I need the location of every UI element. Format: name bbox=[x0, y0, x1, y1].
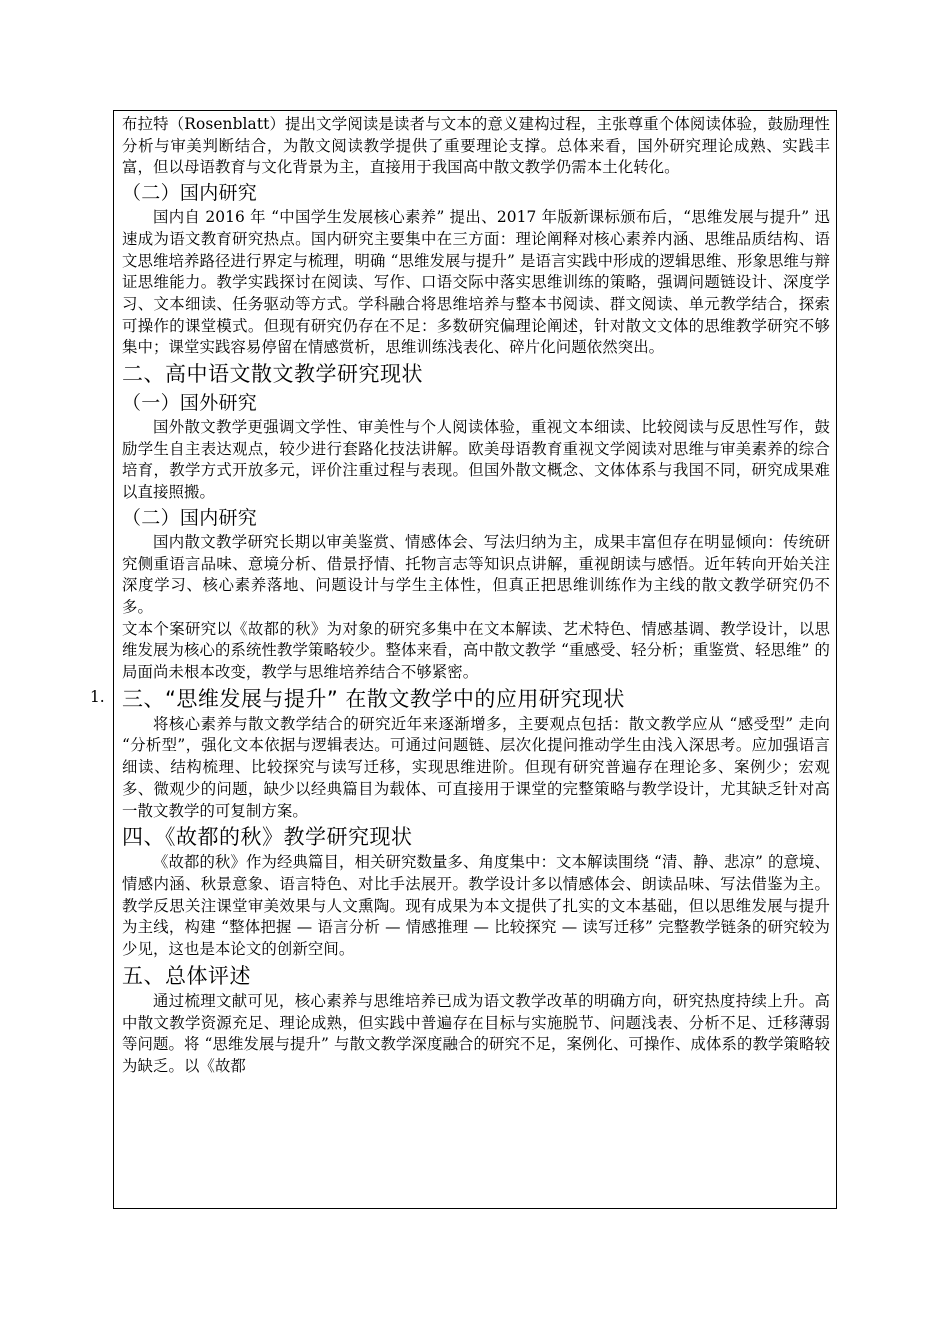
subsection-heading-2: （二）国内研究 bbox=[122, 182, 258, 205]
paragraph-9: 文本个案研究以《故都的秋》为对象的研究多集中在文本解读、艺术特色、情感基调、教学设计，以思维发展为核心的系统性教学策略较少。整体来看，高中散文教学 “重感受、轻分析；重鉴赏、轻思维” 的局面尚未根本改变，教学与思维培养结合不够紧密。 bbox=[122, 619, 830, 682]
paragraph-15: 通过梳理文献可见，核心素养与思维培养已成为语文教学改革的明确方向，研究热度持续上升。高中散文教学资源充足、理论成熟，但实践中普遍存在目标与实施脱节、问题浅表、分析不足、迁移薄弱等问题。将 “思维发展与提升” 与散文教学深度融合的研究不足，案例化、可操作、成体系的教学策略较为缺乏。以《故都 bbox=[122, 991, 830, 1075]
paragraph-13: 《故都的秋》作为经典篇目，相关研究数量多、角度集中：文本解读围绕 “清、静、悲凉” 的意境、情感内涵、秋景意象、语言特色、对比手法展开。教学设计多以情感体会、朗读品味、写法借鉴为主。教学反思关注课堂审美效果与人文熏陶。现有成果为本文提供了扎实的文本基础，但以思维发展与提升为主线，构建 “整体把握 — 语言分析 — 情感推理 — 比较探究 — 读写迁移” 完整教学链条的研究较为少见，这也是本论文的创新空间。 bbox=[122, 853, 830, 959]
document-body bbox=[122, 114, 830, 1078]
paragraph-8: 国内散文教学研究长期以审美鉴赏、情感体会、写法归纳为主，成果丰富但存在明显倾向：传统研究侧重语言品味、意境分析、借景抒情、托物言志等知识点讲解，重视朗读与感悟。近年转向开始关注深度学习、核心素养落地、问题设计与学生主体性，但真正把思维训练作为主线的散文教学研究仍不多。 bbox=[122, 532, 830, 616]
section-heading-14: 五、总体评述 bbox=[122, 963, 251, 988]
list-marker: 1. bbox=[90, 688, 105, 706]
section-heading-12: 四、《故都的秋》教学研究现状 bbox=[122, 825, 413, 850]
paragraph-1: 布拉特（Rosenblatt）提出文学阅读是读者与文本的意义建构过程，主张尊重个体阅读体验，鼓励理性分析与审美判断结合，为散文阅读教学提供了重要理论支撑。总体来看，国外研究理论成熟、实践丰富，但以母语教育与文化背景为主，直接用于我国高中散文教学仍需本土化转化。 bbox=[122, 115, 830, 177]
subsection-heading-5: （一）国外研究 bbox=[122, 392, 258, 415]
paragraph-6: 国外散文教学更强调文学性、审美性与个人阅读体验，重视文本细读、比较阅读与反思性写作，鼓励学生自主表达观点，较少进行套路化技法讲解。欧美母语教育重视文学阅读对思维与审美素养的综合培育，教学方式开放多元，评价注重过程与表现。但国外散文概念、文体体系与我国不同，研究成果难以直接照搬。 bbox=[122, 418, 830, 502]
section-heading-10: 三、“思维发展与提升” 在散文教学中的应用研究现状 bbox=[122, 686, 625, 711]
section-heading-4: 二、高中语文散文教学研究现状 bbox=[122, 362, 423, 387]
paragraph-3: 国内自 2016 年 “中国学生发展核心素养” 提出、2017 年版新课标颁布后，“思维发展与提升” 迅速成为语文教育研究热点。国内研究主要集中在三方面：理论阐释对核心素养内涵、思维品质结构、语文思维培养路径进行界定与梳理，明确 “思维发展与提升” 是语言实践中形成的逻辑思维、形象思维与辩证思维能力。教学实践探讨在阅读、写作、口语交际中落实思维训练的策略，强调问题链设计、深度学习、文本细读、任务驱动等方式。学科融合将思维培养与整本书阅读、群文阅读、单元教学结合，探索可操作的课堂模式。但现有研究仍存在不足：多数研究偏理论阐述，针对散文文体的思维教学研究不够集中；课堂实践容易停留在情感赏析，思维训练浅表化、碎片化问题依然突出。 bbox=[122, 208, 830, 357]
subsection-heading-7: （二）国内研究 bbox=[122, 506, 258, 529]
paragraph-11: 将核心素养与散文教学结合的研究近年来逐渐增多，主要观点包括：散文教学应从 “感受型” 走向 “分析型”，强化文本依据与逻辑表达。可通过问题链、层次化提问推动学生由浅入深思考。应加强语言细读、结构梳理、比较探究与读写迁移，实现思维进阶。但现有研究普遍存在理论多、案例少；宏观多、微观少的问题，缺少以经典篇目为载体、可直接用于课堂的完整策略与教学设计，尤其缺乏针对高一散文教学的可复制方案。 bbox=[122, 714, 830, 820]
